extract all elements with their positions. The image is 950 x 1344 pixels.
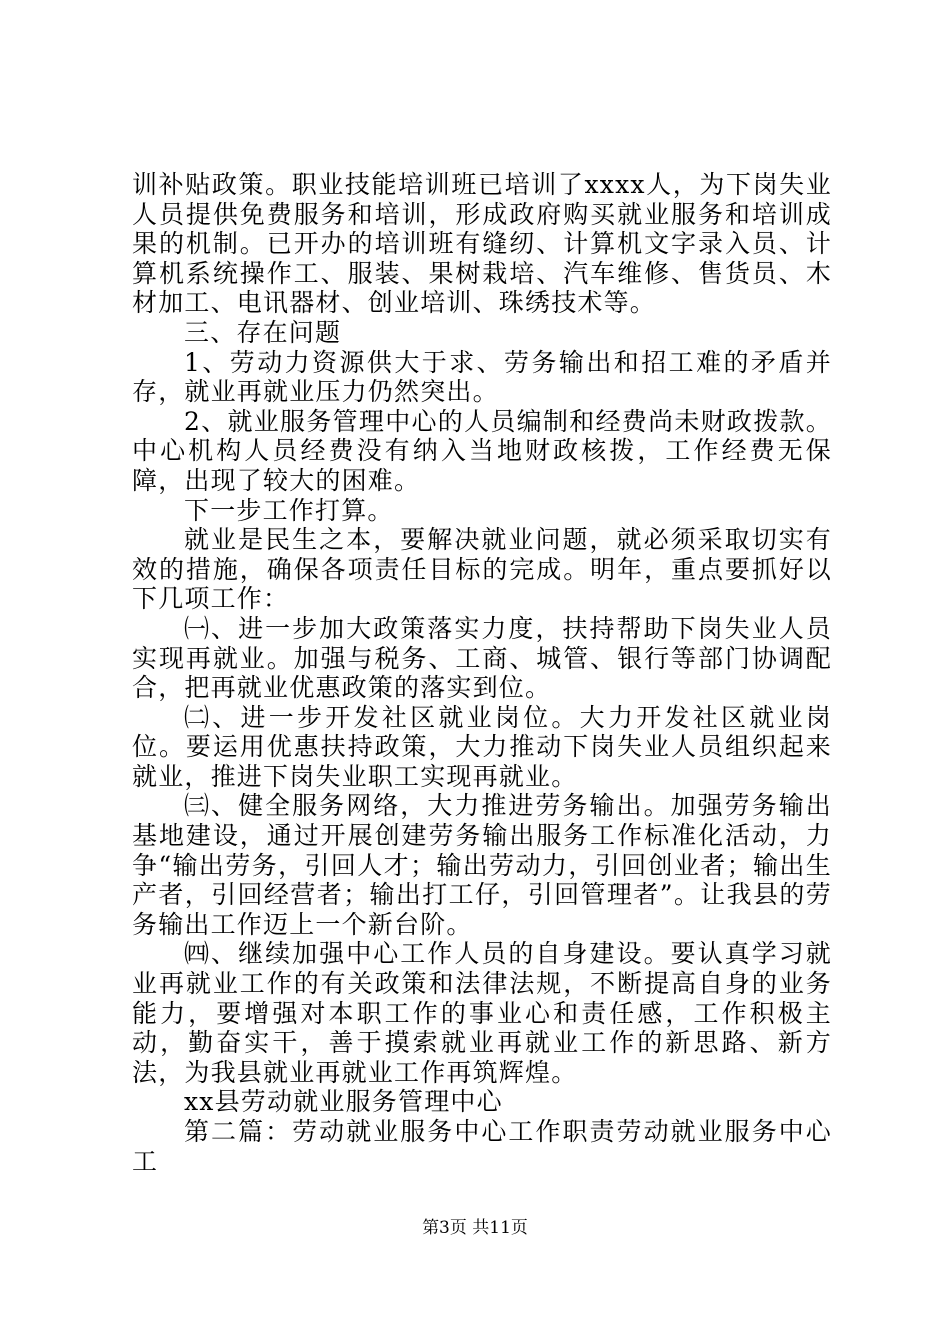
paragraph-employment-intro: 就业是民生之本，要解决就业问题，就必须采取切实有效的措施，确保各项责任目标的完成。明年，重点要抓好以下几项工作：: [132, 525, 832, 614]
paragraph-problem-2: 2、就业服务管理中心的人员编制和经费尚未财政拨款。中心机构人员经费没有纳入当地财政核拨，工作经费无保障，出现了较大的困难。: [132, 406, 832, 495]
paragraph-item-2: ㈡、进一步开发社区就业岗位。大力开发社区就业岗位。要运用优惠扶持政策，大力推动下岗失业人员组织起来就业，推进下岗失业职工实现再就业。: [132, 702, 832, 791]
page-number-footer: 第3页 共11页: [422, 1218, 528, 1238]
signature-organization: xx县劳动就业服务管理中心: [184, 1087, 503, 1117]
paragraph-problem-1: 1、劳动力资源供大于求、劳务输出和招工难的矛盾并存，就业再就业压力仍然突出。: [132, 347, 832, 407]
paragraph-item-1: ㈠、进一步加大政策落实力度，扶持帮助下岗失业人员实现再就业。加强与税务、工商、城管、银行等部门协调配合，把再就业优惠政策的落实到位。: [132, 613, 832, 703]
paragraph-item-3: ㈢、健全服务网络，大力推进劳务输出。加强劳务输出基地建设，通过开展创建劳务输出服务工作标准化活动，力争“输出劳务，引回人才；输出劳动力，引回创业者；输出生产者，引回经营者；输出打工仔，引回管理者”。让我县的劳务输出工作迈上一个新台阶。: [132, 791, 832, 939]
heading-next-steps: 下一步工作打算。: [184, 495, 394, 525]
paragraph-second-article-title: 第二篇：劳动就业服务中心工作职责劳动就业服务中心工: [132, 1117, 832, 1176]
document-body: [132, 170, 832, 1176]
paragraph-item-4: ㈣、继续加强中心工作人员的自身建设。要认真学习就业再就业工作的有关政策和法律法规，不断提高自身的业务能力，要增强对本职工作的事业心和责任感，工作积极主动，勤奋实干，善于摸索就业再就业工作的新思路、新方法，为我县就业再就业工作再筑辉煌。: [132, 939, 832, 1087]
paragraph-training-subsidy: 训补贴政策。职业技能培训班已培训了xxxx人，为下岗失业人员提供免费服务和培训，形成政府购买就业服务和培训成果的机制。已开办的培训班有缝纫、计算机文字录入员、计算机系统操作工、服装、果树栽培、汽车维修、售货员、木材加工、电讯器材、创业培训、珠绣技术等。: [132, 170, 832, 318]
heading-existing-problems: 三、存在问题: [184, 317, 342, 347]
